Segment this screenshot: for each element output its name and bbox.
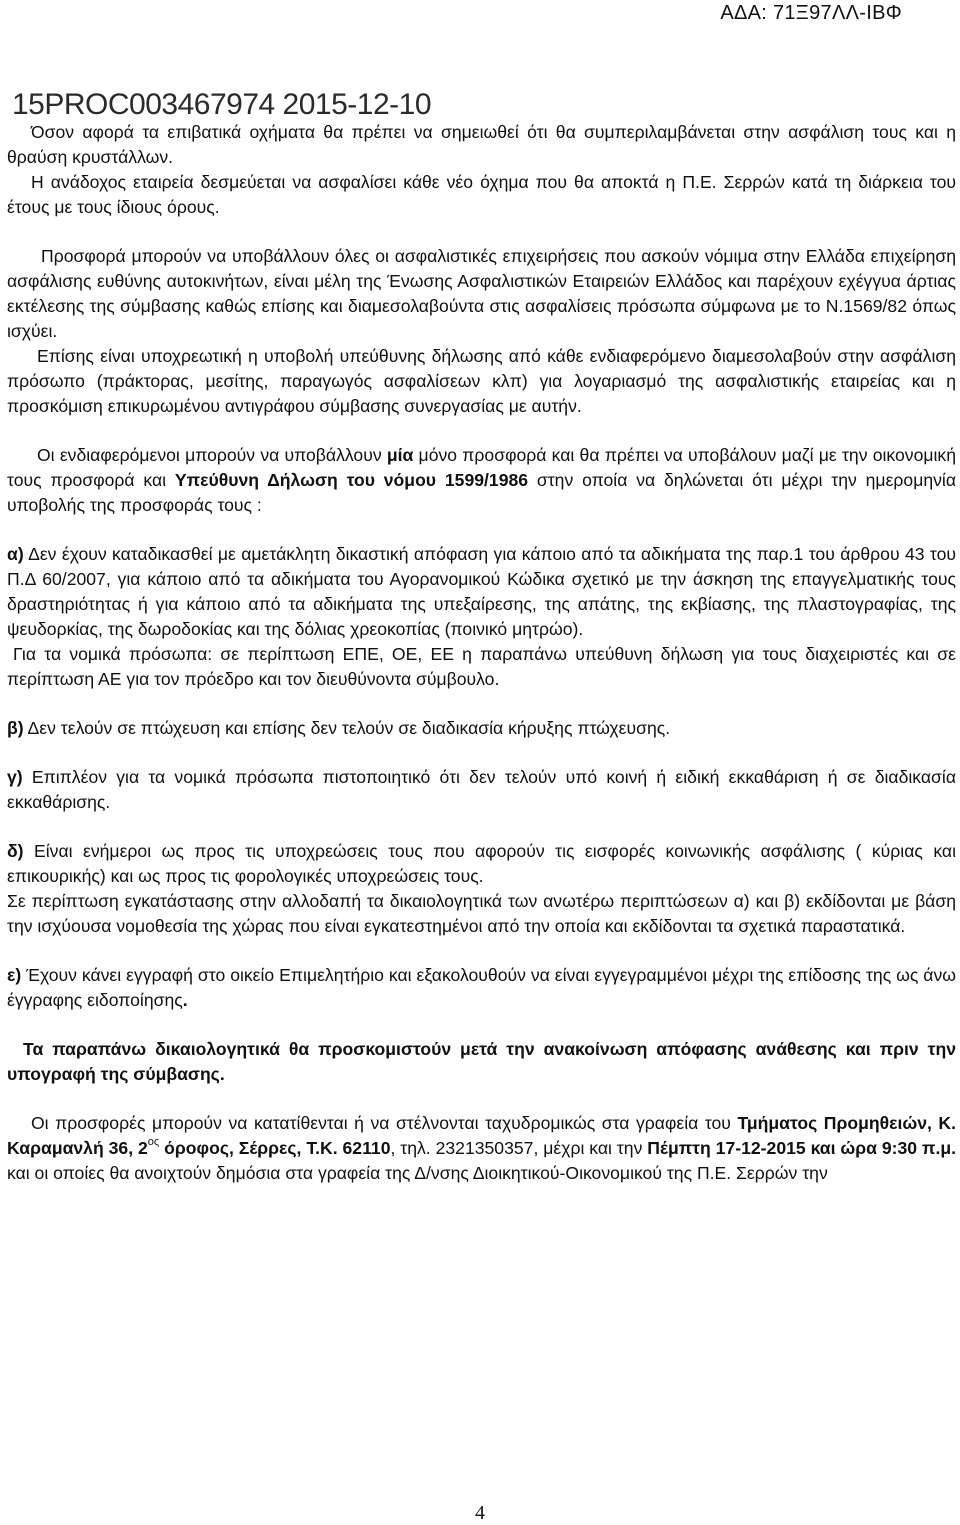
paragraph — [7, 642, 956, 692]
bold-text-run: β) — [7, 718, 24, 738]
bold-text-run: όροφος, Σέρρες, Τ.Κ. 62110 — [159, 1138, 391, 1158]
paragraph — [7, 244, 956, 344]
text-run: Έχουν κάνει εγγραφή στο οικείο Επιμελητήριο και εξακολουθούν να είναι εγγεγραμμένοι μέχρι της επίδοσης της ως άνω έγγραφης ειδοποίησης — [7, 965, 956, 1010]
paragraph — [7, 839, 956, 889]
text-run: Σε περίπτωση εγκατάστασης στην αλλοδαπή τα δικαιολογητικά των ανωτέρω περιπτώσεων α) και β) εκδίδονται με βάση την ισχύουσα νομοθεσία της χώρας που είναι εγκατεστημένοι από την οποία και εκδίδονται τα σχετικά παραστατικά. — [7, 891, 956, 936]
page-number: 4 — [475, 1502, 485, 1524]
protocol-stamp: 15PROC003467974 2015-12-10 — [12, 88, 431, 121]
ada-code: ΑΔΑ: 71Ξ97ΛΛ-ΙΒΦ — [720, 2, 902, 24]
text-run: Είναι ενήμεροι ως προς τις υποχρεώσεις τους που αφορούν τις εισφορές κοινωνικής ασφάλισης ( κύριας και επικουρικής) και ως προς τις φορολογικές υποχρεώσεις τους. — [7, 841, 956, 886]
text-run: Για τα νομικά πρόσωπα: σε περίπτωση ΕΠΕ, ΟΕ, ΕΕ η παραπάνω υπεύθυνη δήλωση για τους διαχειριστές και σε περίπτωση ΑΕ για τον πρόεδρο και τον διευθύνοντα σύμβουλο. — [7, 644, 956, 689]
text-run: Δεν έχουν καταδικασθεί με αμετάκλητη δικαστική απόφαση για κάποιο από τα αδικήματα της παρ.1 του άρθρου 43 του Π.Δ 60/2007, για κάποιο από τα αδικήματα του Αγορανομικού Κώδικα σχετικό με την άσκηση της επαγγελματικής τους δραστηριότητας ή για κάποιο από τα αδικήματα της υπεξαίρεσης, της απάτης, της εκβίασης, της πλαστογραφίας, της ψευδορκίας, της δωροδοκίας και της δόλιας χρεοκοπίας (ποινικό μητρώο). — [7, 544, 956, 639]
paragraph — [7, 1037, 956, 1087]
document-body — [7, 120, 956, 1186]
text-run: Προσφορά μπορούν να υποβάλλουν όλες οι ασφαλιστικές επιχειρήσεις που ασκούν νόμιμα στην Ελλάδα επιχείρηση ασφάλισης ευθύνης αυτοκινήτων, είναι μέλη της Ένωσης Ασφαλιστικών Εταιρειών Ελλάδος και παρέχουν εχέγγυα άρτιας εκτέλεσης της σύμβασης καθώς επίσης και διαμεσολαβούντα στις ασφαλίσεις πρόσωπα σύμφωνα με το Ν.1569/82 όπως ισχύει. — [7, 246, 956, 341]
bold-text-run: μία — [386, 445, 414, 465]
paragraph — [7, 170, 956, 220]
paragraph — [7, 1111, 956, 1186]
paragraph — [7, 542, 956, 642]
text-run: στην οποία να δηλώνεται ότι μέχρι την ημερομηνία υποβολής της προσφοράς τους : — [7, 470, 956, 515]
bold-text-run: Τμήματος Προμηθειών, Κ. Καραμανλή 36, 2 — [7, 1113, 956, 1158]
text-run: Οι προσφορές μπορούν να κατατίθενται ή να στέλνονται ταχυδρομικώς στα γραφεία του — [31, 1113, 738, 1133]
paragraph — [7, 765, 956, 815]
text-run: Η ανάδοχος εταιρεία δεσμεύεται να ασφαλίσει κάθε νέο όχημα που θα αποκτά η Π.Ε. Σερρών κατά τη διάρκεια του έτους με τους ίδιους όρους. — [7, 172, 956, 217]
paragraph — [7, 344, 956, 419]
text-run: Όσον αφορά τα επιβατικά οχήματα θα πρέπει να σημειωθεί ότι θα συμπεριλαμβάνεται στην ασφάλιση τους και η θραύση κρυστάλλων. — [7, 122, 956, 167]
text-run: , τηλ. 2321350357, μέχρι και την — [390, 1138, 648, 1158]
bold-text-run: Υπεύθυνη Δήλωση του νόμου 1599/1986 — [174, 470, 529, 490]
paragraph — [7, 889, 956, 939]
text-run: Δεν τελούν σε πτώχευση και επίσης δεν τελούν σε διαδικασία κήρυξης πτώχευσης. — [23, 718, 671, 738]
paragraph — [7, 120, 956, 170]
bold-text-run: ος — [147, 1136, 160, 1148]
paragraph — [7, 716, 956, 741]
text-run: Οι ενδιαφερόμενοι μπορούν να υποβάλλουν — [37, 445, 387, 465]
text-run: μόνο προσφορά και θα πρέπει να υποβάλουν μαζί με την οικονομική τους προσφορά και — [7, 445, 956, 490]
bold-text-run: α) — [7, 544, 24, 564]
bold-text-run: ε) — [7, 965, 22, 985]
text-run: Επίσης είναι υποχρεωτική η υποβολή υπεύθυνης δήλωσης από κάθε ενδιαφερόμενο διαμεσολαβούν στην ασφάλιση πρόσωπο (πράκτορας, μεσίτης, παραγωγός ασφαλίσεων κλπ) για λογαριασμό της ασφαλιστικής εταιρείας και η προσκόμιση επικυρωμένου αντιγράφου σύμβασης συνεργασίας με αυτήν. — [7, 346, 956, 416]
bold-text-run: Τα παραπάνω δικαιολογητικά θα προσκομιστούν μετά την ανακοίνωση απόφασης ανάθεσης και πριν την υπογραφή της σύμβασης. — [7, 1039, 956, 1084]
paragraph — [7, 443, 956, 518]
bold-text-run: δ) — [7, 841, 24, 861]
bold-text-run: . — [182, 990, 188, 1010]
bold-text-run: γ) — [7, 767, 23, 787]
text-run: και οι οποίες θα ανοιχτούν δημόσια στα γραφεία της Δ/νσης Διοικητικού-Οικονομικού της Π.Ε. Σερρών την — [7, 1163, 828, 1183]
paragraph — [7, 963, 956, 1013]
text-run: Επιπλέον για τα νομικά πρόσωπα πιστοποιητικό ότι δεν τελούν υπό κοινή ή ειδική εκκαθάριση ή σε διαδικασία εκκαθάρισης. — [7, 767, 956, 812]
bold-text-run: Πέμπτη 17-12-2015 και ώρα 9:30 π.μ. — [647, 1138, 957, 1158]
